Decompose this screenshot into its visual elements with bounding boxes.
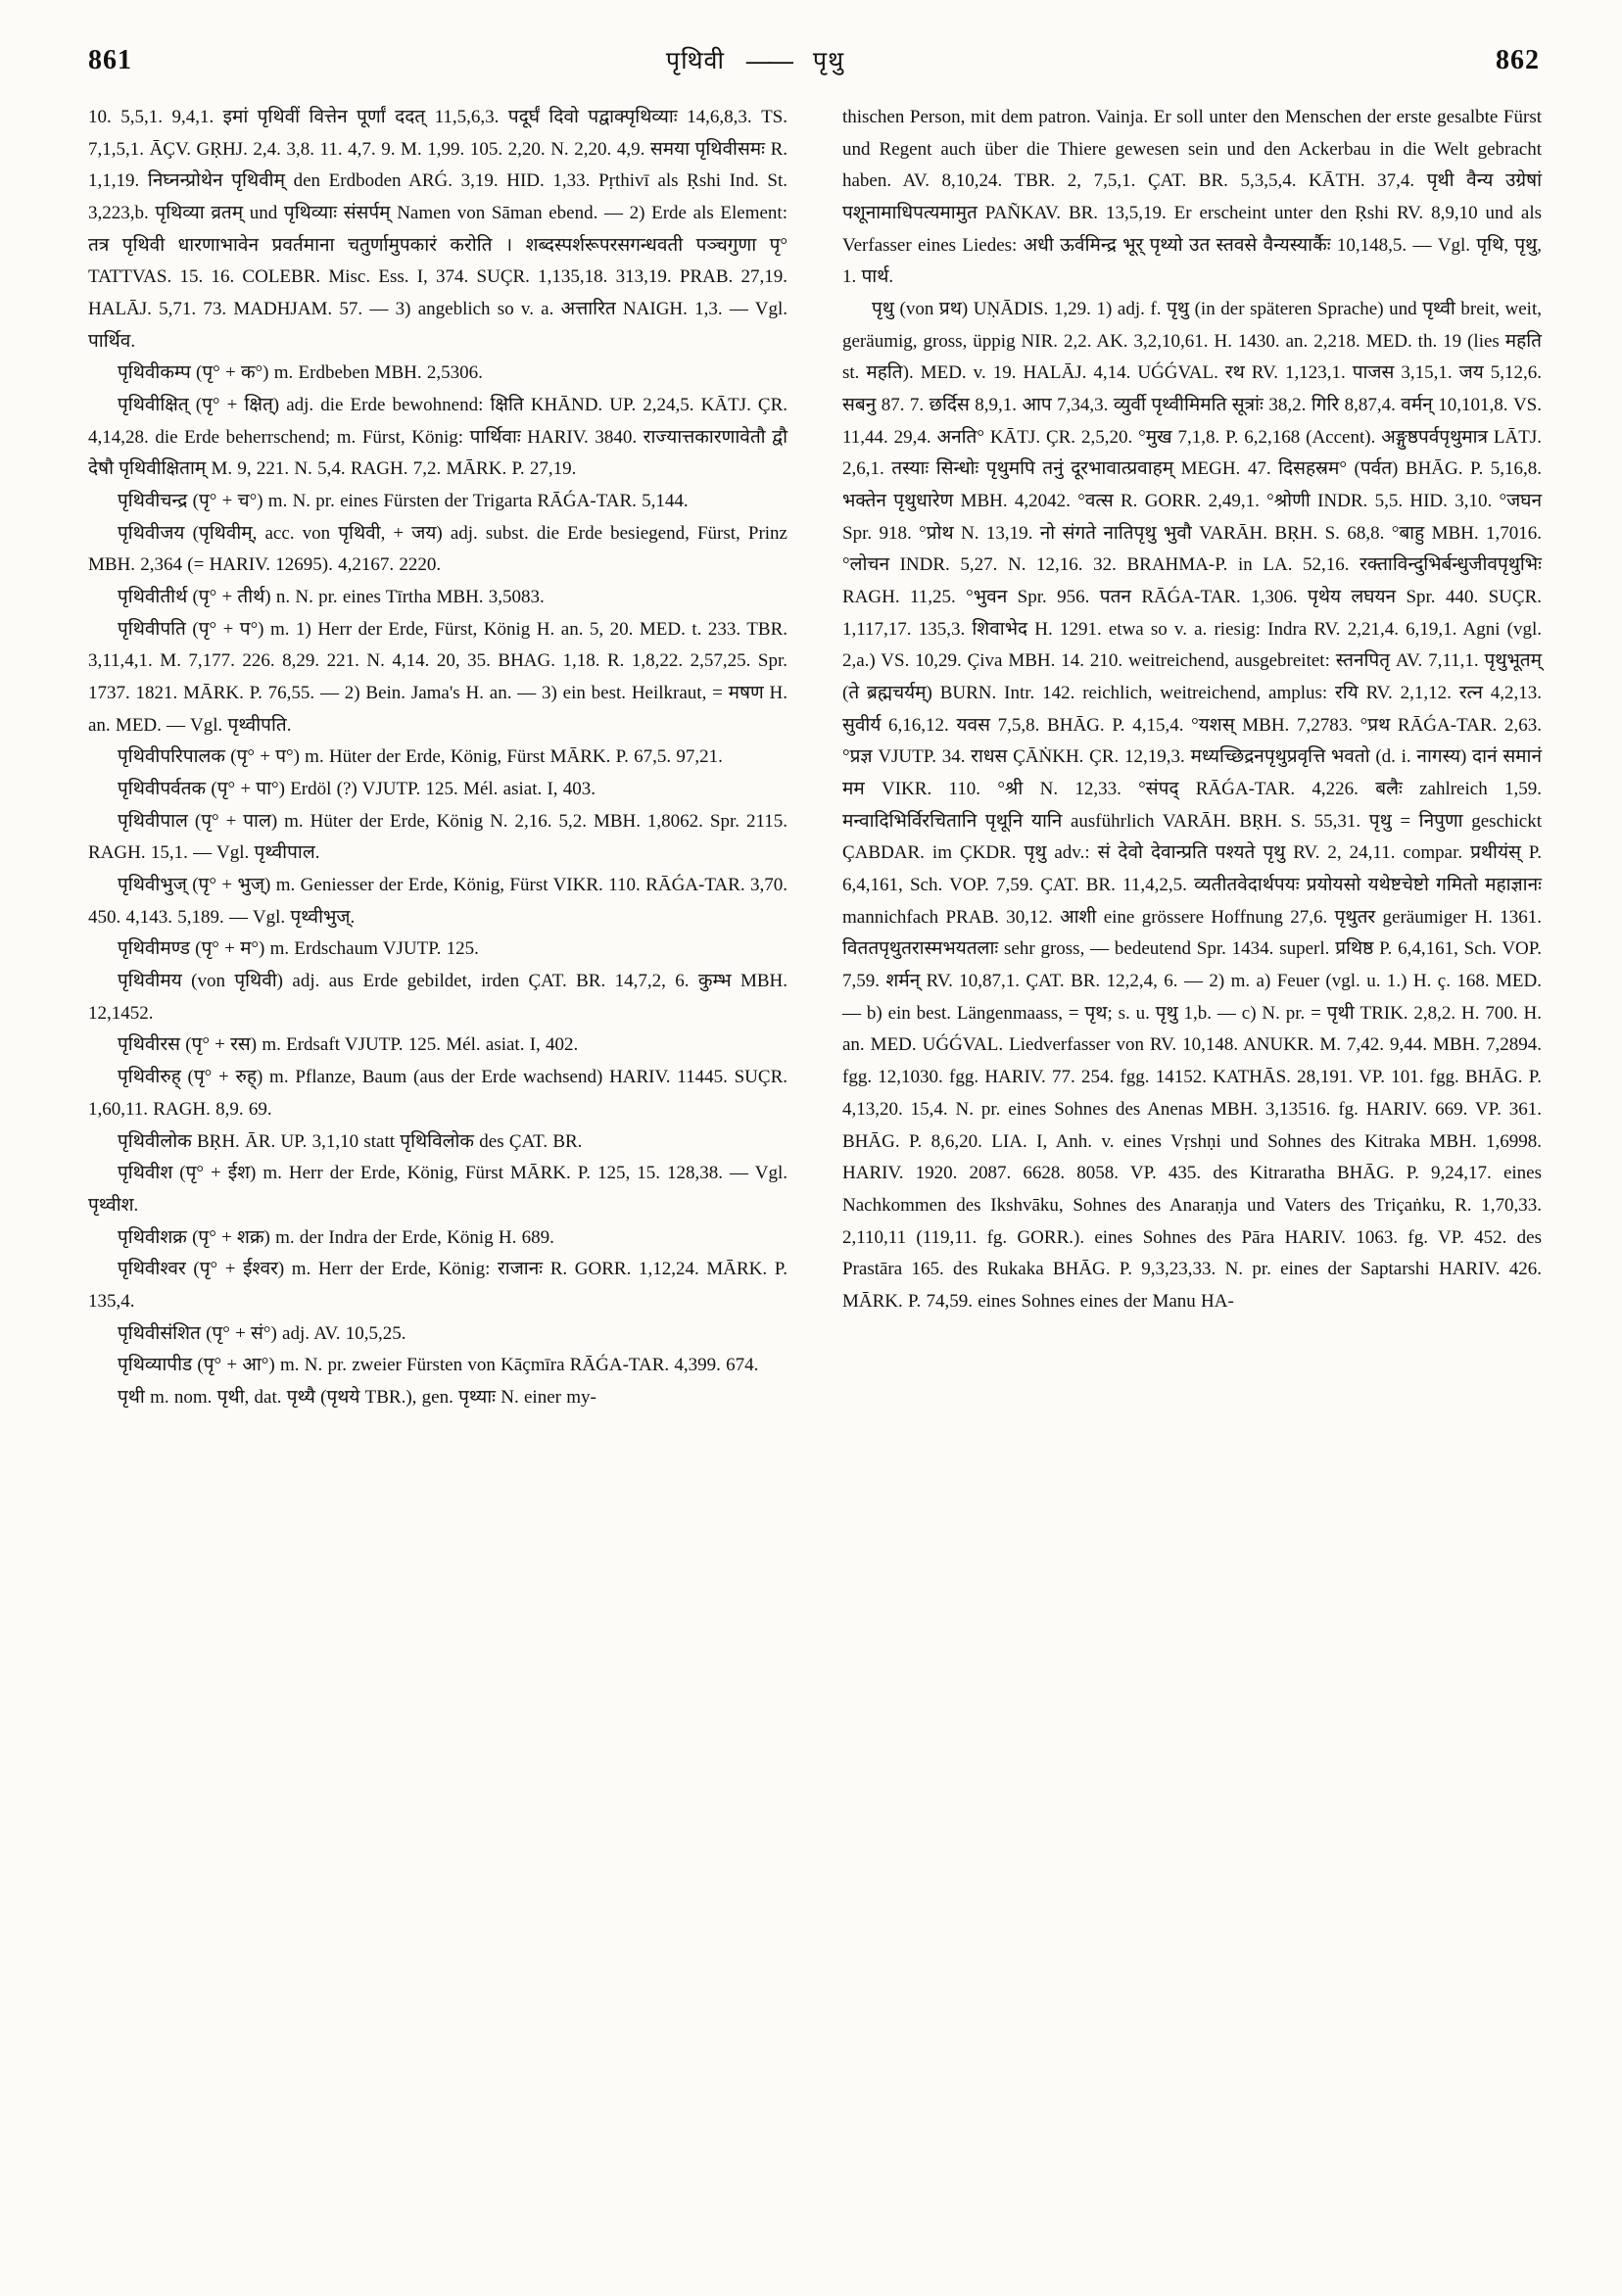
dictionary-entry: पृथिवीश (पृ° + ईश) m. Herr der Erde, König, Fürst MĀRK. P. 125, 15. 128,38. — Vgl. पृथ्वीश. [88,1163,787,1216]
dictionary-entry: पृथिवीपाल (पृ° + पाल) m. Hüter der Erde, König N. 2,16. 5,2. MBH. 1,8062. Spr. 2115. RAGH. 15,1. — Vgl. पृथ्वीपाल. [88,810,787,864]
dictionary-entry: पृथिवीमय (von पृथिवी) adj. aus Erde gebildet, irden ÇAT. BR. 14,7,2, 6. कुम्भ MBH. 12,1452. [88,971,787,1024]
text-columns [0,82,1622,1414]
dictionary-entry: पृथी m. nom. पृथी, dat. पृथ्यै (पृथये TBR.), gen. पृथ्याः N. einer my- [118,1386,596,1408]
dictionary-entry: पृथिवीपति (पृ° + प°) m. 1) Herr der Erde, Fürst, König H. an. 5, 20. MED. t. 233. TBR. 3,11,4,1. M. 7,177. 226. 8,29. 221. N. 4,14. 20, 35. BHAG. 1,18. R. 1,8,22. 2,57,25. Spr. 1737. 1821. MĀRK. P. 76,55. — 2) Bein. Jama's H. an. — 3) ein best. Heilkraut, = मषण H. an. MED. — Vgl. पृथ्वीपति. [88,618,787,736]
dictionary-entry: 10. 5,5,1. 9,4,1. इमां पृथिवीं वित्तेन पूर्णां ददत् 11,5,6,3. पदूर्घं दिवो पद्वाक्पृथिव्याः 14,6,8,3. TS. 7,1,5,1. ĀÇV. GṚHJ. 2,4. 3,8. 11. 4,7. 9. M. 1,99. 105. 2,20. N. 2,20. 4,9. समया पृथिवीसमः R. 1,1,19. निघ्नन्प्रोथेन पृथिवीम् den Erdboden ARǴ. 3,19. HID. 1,33. Pṛthivī als Ṛshi Ind. St. 3,223,b. पृथिव्या व्रतम् und पृथिव्याः संसर्पम् Namen von Sāman ebend. — 2) Erde als Element: तत्र पृथिवी धारणाभावेन प्रवर्तमाना चतुर्णामुपकारं करोति । शब्दस्पर्शरूपरसगन्धवती पञ्चगुणा पृ° TATTVAS. 15. 16. COLEBR. Misc. Ess. I, 374. SUÇR. 1,135,18. 313,19. PRAB. 27,19. HALĀJ. 5,71. 73. MADHJAM. 57. — 3) angeblich so v. a. अत्तारित NAIGH. 1,3. — Vgl. पार्थिव. [88,107,787,352]
left-page-number: 861 [88,45,132,75]
dictionary-entry: पृथिवीशक्र (पृ° + शक्र) m. der Indra der Erde, König H. 689. [118,1226,554,1248]
dictionary-entry: thischen Person, mit dem patron. Vainja. Er soll unter den Menschen der erste gesalbte Fürst und Regent auch über die Thiere gewesen sein und den Ackerbau in die Welt gebracht haben. AV. 8,10,24. TBR. 2, 7,5,1. ÇAT. BR. 5,3,5,4. KĀTH. 37,4. पृथी वैन्य उग्रेषां पशूनामाधिपत्यमामुत PAÑKAV. BR. 13,5,19. Er erscheint unter den Ṛshi RV. 8,9,10 und als Verfasser eines Liedes: अधी ऊर्वमिन्द्र भूर् पृथ्यो उत स्तवसे वैन्यस्यार्कैः 10,148,5. — Vgl. पृथि, पृथु, 1. पार्थ. [842,107,1542,288]
dictionary-entry: पृथिवीकम्प (पृ° + क°) m. Erdbeben MBH. 2,5306. [118,362,483,384]
dictionary-entry: पृथिवीपरिपालक (पृ° + प°) m. Hüter der Erde, König, Fürst MĀRK. P. 67,5. 97,21. [118,746,723,768]
dictionary-entry: पृथु (von प्रथ) UṆĀDIS. 1,29. 1) adj. f. पृथु (in der späteren Sprache) und पृथ्वी breit, weit, geräumig, gross, üppig NIR. 2,2. AK. 3,2,10,61. H. 1430. an. 2,218. MED. th. 19 (lies महति st. महति). MED. v. 19. HALĀJ. 4,14. UǴǴVAL. रथ RV. 1,123,1. पाजस 3,15,1. जय 5,12,6. सबनु 87. 7. छर्दिस 8,9,1. आप 7,34,3. व्युर्वी पृथ्वीमिमति सूत्रांः 38,2. गिरि 8,87,4. वर्मन् 10,101,8. VS. 11,44. 29,4. अनति° KĀTJ. ÇR. 2,5,20. °मुख 7,1,8. P. 6,2,168 (Accent). अङ्गुष्ठपर्वपृथुमात्र LĀTJ. 2,6,1. तस्याः सिन्धोः पृथुमपि तनुं दूरभावात्प्रवाहम् MEGH. 47. दिसहस्रम° (पर्वत) BHĀG. P. 5,16,8. भक्तेन पृथुधारेण MBH. 4,2042. °वत्स R. GORR. 2,49,1. °श्रोणी INDR. 5,5. HID. 3,10. °जघन Spr. 918. °प्रोथ N. 13,19. नो संगते नातिपृथु भुवौ VARĀH. BṚH. S. 68,8. °बाहु MBH. 1,7016. °लोचन INDR. 5,27. N. 12,16. 32. BRAHMA-P. in LA. 52,16. रक्ताविन्दुभिर्बन्धुजीवपृथुभिः RAGH. 11,25. °भुवन Spr. 956. पतन RĀǴA-TAR. 1,306. पृथेय लघयन Spr. 440. SUÇR. 1,117,17. 135,3. शिवाभेद H. 1291. etwa so v. a. riesig: Indra RV. 2,21,4. 6,19,1. Agni (vgl. 2,a.) VS. 10,29. Çiva MBH. 14. 210. weitreichend, ausgebreitet: स्तनपितृ AV. 7,11,1. पृथुभूतम् (ते ब्रह्मचर्यम्) BURN. Intr. 142. reichlich, weitreichend, amplus: रयि RV. 2,1,12. रत्न 4,2,13. सुवीर्य 6,16,12. यवस 7,5,8. BHĀG. P. 4,15,4. °यशस् MBH. 7,2783. °प्रथ RĀǴA-TAR. 2,63. °प्रज्ञ VJUTP. 34. राधस ÇĀṄKH. ÇR. 12,19,3. मध्यच्छिद्रनपृथुप्रवृत्ति भवतो (d. i. नागस्य) दानं समानं मम VIKR. 110. °श्री N. 12,33. °संपद् RĀǴA-TAR. 4,226. बलैः zahlreich 1,59. मन्वादिभिर्विरचितानि पृथूनि यानि ausführlich VARĀH. BṚH. S. 55,31. पृथु = निपुणा geschickt ÇABDAR. im ÇKDR. पृथु adv.: सं देवो देवान्प्रति पश्यते पृथु RV. 2, 24,11. compar. प्रथीयंस् P. 6,4,161, Sch. VOP. 7,59. ÇAT. BR. 11,4,2,5. व्यतीतवेदार्थपयः प्रयोयसो यथेष्टचेष्टो गमितो महाज्ञानः mannichfach PRAB. 30,12. आशी eine grössere Hoffnung 27,6. पृथुतर geräumiger H. 1361. विततपृथुतरास्मभयतलाः sehr gross, — bedeutend Spr. 1434. superl. प्रथिष्ठ P. 6,4,161, Sch. VOP. 7,59. शर्मन् RV. 10,87,1. ÇAT. BR. 12,2,4, 6. — 2) m. a) Feuer (vgl. u. 1.) H. ç. 168. MED. — b) ein best. Längenmaass, = पृथ; s. u. पृथु 1,b. — c) N. pr. = पृथी TRIK. 2,8,2. H. 700. H. an. MED. UǴǴVAL. Liedverfasser von RV. 10,148. ANUKR. M. 7,42. 9,44. MBH. 7,2894. fgg. 12,1030. fgg. HARIV. 77. 254. fgg. 14152. KATHĀS. 28,191. VP. 101. fgg. BHĀG. P. 4,13,20. 15,4. N. pr. eines Sohnes des Anenas MBH. 3,13516. fg. HARIV. 669. VP. 361. BHĀG. P. 8,6,20. LIA. I, Anh. v. eines Vṛshṇi und Sohnes des Kitraka MBH. 1,6998. HARIV. 1920. 2087. 6628. 8058. VP. 435. des Kitraratha BHĀG. P. 9,24,17. eines Nachkommen des Ikshvāku, Sohnes des Anaraṇja und Vaters des Triçaṅku, R. 1,70,33. 2,110,11 (119,11. fg. GORR.). eines Sohnes des Pāra HARIV. 1063. fg. VP. 452. des Prastāra 165. des Rukaka BHĀG. P. 9,3,23,33. N. pr. eines der Saptarshi HARIV. 426. MĀRK. P. 74,59. eines Sohnes eines der Manu HA- [842,299,1542,1312]
running-head [666,43,844,76]
column-left [88,102,787,1414]
running-head-separator: —— [745,48,791,74]
dictionary-entry: पृथिवीमण्ड (पृ° + म°) m. Erdschaum VJUTP. 125. [118,938,479,960]
dictionary-entry: पृथिवीतीर्थ (पृ° + तीर्थ) n. N. pr. eines Tīrtha MBH. 3,5083. [118,587,545,608]
running-head-word-right: पृथु [812,48,845,74]
page-header [0,0,1622,82]
running-head-word-left: पृथिवी [665,48,725,74]
dictionary-entry: पृथिवीरुह् (पृ° + रुह्) m. Pflanze, Baum (aus der Erde wachsend) HARIV. 11445. SUÇR. 1,60,11. RAGH. 8,9. 69. [88,1067,787,1120]
dictionary-entry: पृथिवीभुज् (पृ° + भुज्) m. Geniesser der Erde, König, Fürst VIKR. 110. RĀǴA-TAR. 3,70. 450. 4,143. 5,189. — Vgl. पृथ्वीभुज्. [88,875,787,928]
dictionary-entry: पृथिवीजय (पृथिवीम्, acc. von पृथिवी, + जय) adj. subst. die Erde besiegend, Fürst, Prinz MBH. 2,364 (= HARIV. 12695). 4,2167. 2220. [88,522,787,576]
dictionary-entry: पृथिवीश्वर (पृ° + ईश्वर) m. Herr der Erde, König: राजानः R. GORR. 1,12,24. MĀRK. P. 135,4. [88,1259,787,1312]
dictionary-entry: पृथिवीपर्वतक (पृ° + पा°) Erdöl (?) VJUTP. 125. Mél. asiat. I, 403. [118,779,596,800]
column-right [842,102,1542,1414]
dictionary-entry: पृथिवीक्षित् (पृ° + क्षित्) adj. die Erde bewohnend: क्षिति KHĀND. UP. 2,24,5. KĀTJ. ÇR. 4,14,28. die Erde beherrschend; m. Fürst, König: पार्थिवाः HARIV. 3840. राज्यात्तकारणावेतौ द्वौ देषौ पृथिवीक्षिताम् M. 9, 221. N. 5,4. RAGH. 7,2. MĀRK. P. 27,19. [88,395,787,480]
dictionary-entry: पृथिवीरस (पृ° + रस) m. Erdsaft VJUTP. 125. Mél. asiat. I, 402. [118,1034,579,1056]
dictionary-entry: पृथिव्यापीड (पृ° + आ°) m. N. pr. zweier Fürsten von Kāçmīra RĀǴA-TAR. 4,399. 674. [118,1355,759,1376]
dictionary-entry: पृथिवीसंशित (पृ° + सं°) adj. AV. 10,5,25. [118,1322,406,1344]
dictionary-entry: पृथिवीलोक BṚH. ĀR. UP. 3,1,10 statt पृथिविलोक des ÇAT. BR. [118,1130,583,1152]
dictionary-entry: पृथिवीचन्द्र (पृ° + च°) m. N. pr. eines Fürsten der Trigarta RĀǴA-TAR. 5,144. [118,491,689,512]
right-page-number: 862 [1496,45,1540,75]
